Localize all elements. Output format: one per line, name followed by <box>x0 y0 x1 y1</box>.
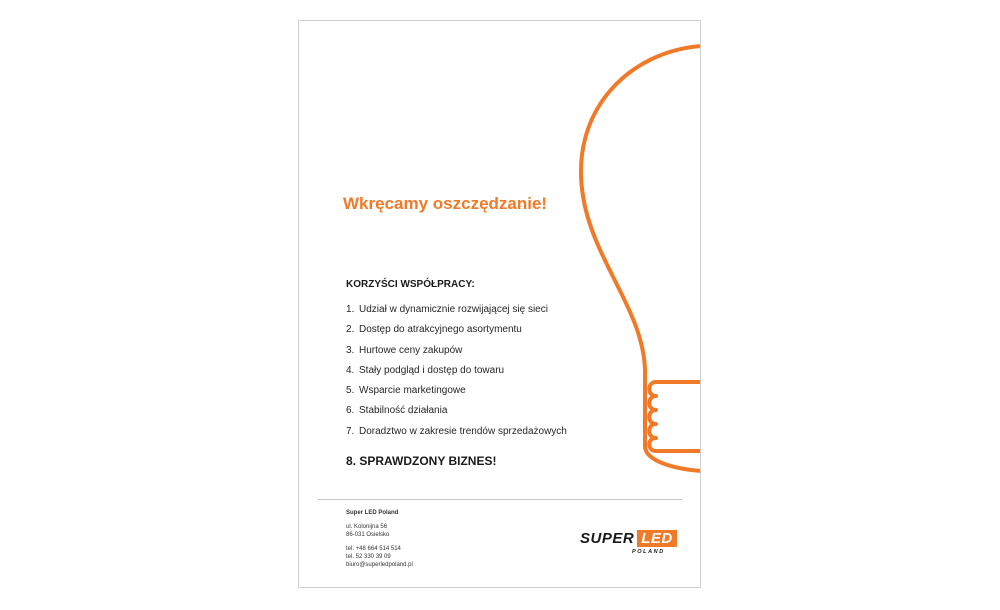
headline: Wkręcamy oszczędzanie! <box>343 194 548 213</box>
brand-logo <box>580 530 673 560</box>
list-item <box>346 424 567 444</box>
logo-led: LED <box>637 530 677 547</box>
address-street: ul. Kolonijna 56 <box>346 524 388 530</box>
list-item <box>346 383 567 403</box>
list-item-text: Wsparcie marketingowe <box>359 385 466 397</box>
logo-wordmark <box>580 530 677 547</box>
email-address: biuro@superledpoland.pl <box>346 562 413 568</box>
list-item-text: Stały podgląd i dostęp do towaru <box>359 364 505 376</box>
list-item-number: 2. <box>346 324 355 336</box>
list-item-text: Doradztwo w zakresie trendów sprzedażowych <box>359 425 567 437</box>
benefits-list <box>346 302 567 444</box>
list-item <box>346 322 567 342</box>
list-item-number: 6. <box>346 405 355 417</box>
list-item-number: 1. <box>346 304 355 315</box>
address-city: 86-031 Osielsko <box>346 532 390 538</box>
list-item-number: 7. <box>346 425 355 437</box>
list-item <box>346 363 567 383</box>
logo-super: SUPER <box>580 530 635 547</box>
logo-subtitle: POLAND <box>632 549 665 555</box>
list-item-text: Dostęp do atrakcyjnego asortymentu <box>359 324 522 336</box>
phone-mobile: tel. +48 664 514 514 <box>346 546 401 552</box>
list-item <box>346 302 567 322</box>
list-item <box>346 343 567 363</box>
footer-divider <box>318 499 682 500</box>
contact-info <box>346 509 413 569</box>
list-item-text: Stabilność działania <box>359 405 448 417</box>
final-benefit: 8. SPRAWDZONY BIZNES! <box>346 454 497 468</box>
phone-landline: tel. 52 330 39 09 <box>346 554 391 560</box>
list-item <box>346 403 567 423</box>
flyer-page <box>298 20 701 588</box>
list-item-text: Hurtowe ceny zakupów <box>359 344 463 356</box>
list-item-text: Udział w dynamicznie rozwijającej się sieci <box>359 304 548 315</box>
company-name: Super LED Poland <box>346 510 399 516</box>
list-item-number: 4. <box>346 364 355 376</box>
list-item-number: 5. <box>346 385 355 397</box>
benefits-title: KORZYŚCI WSPÓŁPRACY: <box>346 279 475 290</box>
list-item-number: 3. <box>346 344 355 356</box>
